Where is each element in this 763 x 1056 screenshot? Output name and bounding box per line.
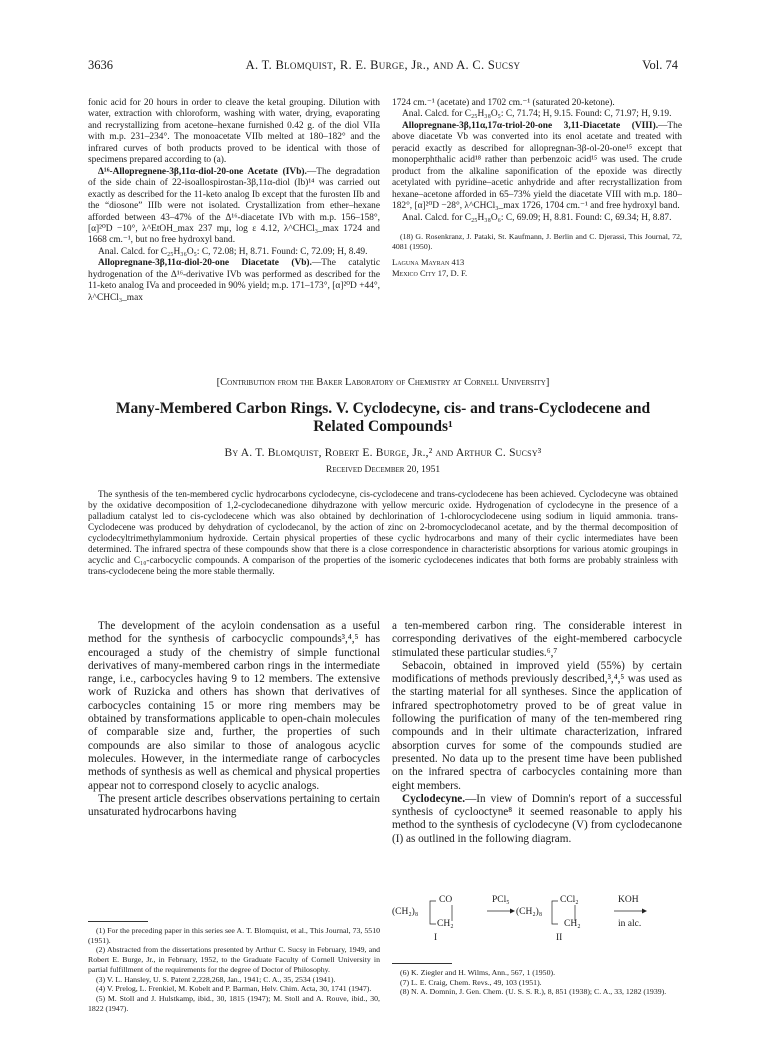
section-heading: Allopregnane-3β,11α-diol-20-one Diacetate (Vb). <box>98 258 312 269</box>
footnote: (18) G. Rosenkranz, J. Pataki, St. Kaufmann, J. Berlin and C. Djerassi, This Journal, 72, 4081 (1950). <box>392 231 682 251</box>
footnote: (8) N. A. Domnin, J. Gen. Chem. (U. S. S. R.), 8, 851 (1938); C. A., 33, 1282 (1939). <box>400 987 667 997</box>
volume-label: Vol. 74 <box>642 58 678 72</box>
reaction-scheme <box>392 893 682 951</box>
running-header <box>88 58 678 74</box>
continuation-left-column <box>88 98 380 304</box>
address-line: Mexico City 17, D. F. <box>392 267 468 278</box>
footnotes-left <box>88 926 380 1013</box>
footnote: (3) V. L. Hansley, U. S. Patent 2,228,268, Jan., 1941; C. A., 35, 2534 (1941). <box>96 974 336 984</box>
footnote: (6) K. Ziegler and H. Wilms, Ann., 567, 1 (1950). <box>400 968 556 977</box>
title-line: Many-Membered Carbon Rings. V. Cyclodecyne, cis- and trans-Cyclodecene and <box>115 400 651 417</box>
carbonyl-group: CO <box>439 895 453 905</box>
section-heading: Allopregnane-3β,11α,17α-triol-20-one 3,11-Diacetate (VIII). <box>402 120 659 131</box>
paragraph: 1724 cm.⁻¹ (acetate) and 1702 cm.⁻¹ (saturated 20-ketone). <box>392 98 615 108</box>
continuation-right-column <box>392 98 682 278</box>
section-heading: Cyclodecyne. <box>402 792 466 805</box>
scheme-arrows <box>392 893 682 951</box>
section-heading: Δ¹⁶-Allopregnene-3β,11α-diol-20-one Acetate (IVb). <box>98 166 307 177</box>
paragraph: Sebacoin, obtained in improved yield (55%) by certain modifications of methods previously described,³,⁴,⁵ was used as the starting material for all syntheses. Since the application of infrared spectrophotometry proved to be of great value in following the purification of many of the ten-membered ring compounds and in their ultimate characterization, infrared absorption curves for some of the compounds studied are presented. No data up to the present time have been published on the infrared spectra of carbocycles containing more than eight members. <box>392 659 682 792</box>
author-line: By A. T. Blomquist, Robert E. Burge, Jr.,² and Arthur C. Sucsy³ <box>224 447 542 459</box>
contribution-line: [Contribution from the Baker Laboratory of Chemistry at Cornell University] <box>216 377 550 388</box>
received-date: Received December 20, 1951 <box>325 465 441 475</box>
experimental-section <box>88 167 380 247</box>
paragraph: The present article describes observations pertaining to certain unsaturated hydrocarbons having <box>88 792 380 819</box>
dichloro-group: CCl₂ <box>560 895 579 905</box>
footnote: (1) For the preceding paper in this series see A. T. Blomquist, et al., This Journal, 73, 5510 (1951). <box>88 926 380 945</box>
paragraph: The development of the acyloin condensation as a useful method for the synthesis of carbocyclic compounds³,⁴,⁵ has encouraged a study of the chemistry of simple functional derivatives of many-membered carbon rings in the intermediate range, i.e., carbocycles having 9 to 12 members. The extensive work of Ruzicka and others has shown that derivatives of carbocycles containing 15 or more ring members may be obtained by transformations applicable to open-chain molecules of comparable size and, further, the properties of such compounds are also similar to those of analogous acyclic molecules. However, in the intermediate range of carbocycles methods of synthesis as well as chemical and physical properties appear not to correspond closely to acyclic analogs. <box>88 620 380 792</box>
address-block <box>392 257 682 278</box>
body-right-column <box>392 620 682 846</box>
analysis-line: Anal. Calcd. for C₂₅H₃₈O₆: C, 69.09; H, 8.81. Found: C, 69.34; H, 8.87. <box>402 212 672 223</box>
footnote: (7) L. E. Craig, Chem. Revs., 49, 103 (1951). <box>400 977 542 987</box>
footnote-block <box>392 232 682 251</box>
address-line: Laguna Mayran 413 <box>392 257 465 268</box>
paragraph: fonic acid for 20 hours in order to cleave the ketal grouping. Dilution with water, extraction with chloroform, washing with water, drying, evaporating and recrystallizing from acetone–hexane furnished 0.42 g. of the diol VIIa with m.p. 231–234°. The monoacetate VIIb melted at 180–182° and the infrared curves of both products proved to be identical with those of specimens prepared according to (a). <box>88 98 380 166</box>
paragraph <box>392 793 682 846</box>
methylene-group: CH₂ <box>564 919 581 929</box>
title-line: Related Compounds¹ <box>313 418 453 435</box>
ring-formula: (CH₂)₈ <box>392 907 419 917</box>
body-left-column <box>88 620 380 819</box>
compound-label: I <box>434 933 438 943</box>
section-text: —The degradation of the side chain of 22-isoallospirostan-3β,11α-diol (Ib)¹⁴ was carried out exactly as described for the 11-keto analog Ib except that the furosten IIb and the “diosone” IIIb were not isolated. Crystallization from ether–hexane afforded between 43–47% of the Δ¹⁶-diacetate IVb with m.p. 156–158°, [α]²⁰D −10°, λ^EtOH_max 237 mμ, log ε 4.12, λ^CHCl₃_max 1724 and 1668 cm.⁻¹, but no free hydroxyl band. <box>88 166 380 246</box>
paragraph: a ten-membered carbon ring. The considerable interest in corresponding derivatives of the eight-membered carbocycle stimulated these particular studies.⁶,⁷ <box>392 620 682 659</box>
running-head: A. T. Blomquist, R. E. Burge, Jr., and A. C. Sucsy <box>245 58 521 72</box>
compound-label: II <box>556 933 563 943</box>
footnote: (5) M. Stoll and J. Hulstkamp, ibid., 30, 1815 (1947); M. Stoll and A. Rouve, ibid., 30, 1822 (1947). <box>88 993 380 1013</box>
page-number: 3636 <box>88 58 113 72</box>
experimental-section <box>88 258 380 304</box>
abstract <box>88 489 678 577</box>
ring-formula: (CH₂)₈ <box>516 907 543 917</box>
analysis-line: Anal. Calcd. for C₂₅H₃₆O₅: C, 72.08; H, 8.71. Found: C, 72.09; H, 8.49. <box>98 246 368 257</box>
experimental-section <box>392 121 682 213</box>
section-text: —The catalytic hydrogenation of the Δ¹⁶-derivative IVb was performed as described for the 11-keto analog IVa and proceeded in 90% yield; m.p. 171–173°, [α]²⁰D +44°, λ^CHCl₃_max <box>88 258 380 303</box>
reagent-label: KOH <box>618 895 639 905</box>
footnote-rule <box>392 963 452 964</box>
abstract-text: The synthesis of the ten-membered cyclic hydrocarbons cyclodecyne, cis-cyclodecene and trans-cyclodecene has been achieved. Cyclodecyne was obtained by the oxidative decomposition of 1,2-cyclodecanedione dihydrazone with yellow mercuric oxide. Hydrogenation of cyclodecyne in the presence of a palladium catalyst led to cis-cyclodecene which was also obtained by dechlorination of 1-chlorocyclodecene using sodium in liquid ammonia. trans-Cyclodecene was produced by dehydration of cyclodecanol, by the action of zinc on 2-bromocyclodecanol acetate, and by the thermal decomposition of cyclodecyltrimethylammonium hydroxide. Certain physical properties of these cyclic hydrocarbons and many of their cyclic intermediates have been determined. The infrared spectra of these compounds show that there is a close correspondence in characteristic absorptions for various atomic groupings in acyclic and C₁₀-carbocyclic compounds. A comparison of the properties of the isomeric cyclodecenes indicates that both forms are probably strainless with trans-cyclodecene being the more stable thermally. <box>88 489 678 576</box>
analysis-line: Anal. Calcd. for C₂₅H₃₈O₅: C, 71.74; H, 9.15. Found: C, 71.97; H, 9.19. <box>402 109 672 120</box>
methylene-group: CH₂ <box>437 919 454 929</box>
article-title <box>88 400 678 436</box>
section-text: —In view of Domnin's report of a successful synthesis of cyclooctyne⁸ it seemed reasonable to apply his method to the synthesis of cyclodecyne (V) from cyclodecanone (I) as outlined in the following diagram. <box>392 792 682 845</box>
footnotes-right <box>392 968 682 997</box>
reaction-conditions: in alc. <box>618 919 642 929</box>
section-text: —The above diacetate Vb was converted into its enol acetate and treated with peracid exactly as described for allopregnan-3β-ol-20-one¹⁵ except that monoperphthalic acid¹⁸ rather than perbenzoic acid¹⁵ was used. The crude product from the alkaline saponification of the epoxide was directly acetylated with pyridine–acetic anhydride and after recrystallization from hexane–acetone afforded in 65–73% yield the diacetate VIII with m.p. 180–182°, [α]²⁰D −28°, λ^CHCl₃_max 1726, 1704 cm.⁻¹ and free hydroxyl band. <box>392 120 682 212</box>
reagent-label: PCl₅ <box>492 895 510 905</box>
footnote-rule <box>88 921 148 922</box>
footnote: (2) Abstracted from the dissertations presented by Arthur C. Sucsy in February, 1949, and Robert E. Burge, Jr., in February, 1952, to the Graduate Faculty of Cornell University in partial fulfillment of the requirements for the degree of Doctor of Philosophy. <box>88 945 380 974</box>
footnote: (4) V. Prelog, L. Frenkiel, M. Kobelt and P. Barman, Helv. Chim. Acta, 30, 1741 (1947). <box>96 984 372 994</box>
